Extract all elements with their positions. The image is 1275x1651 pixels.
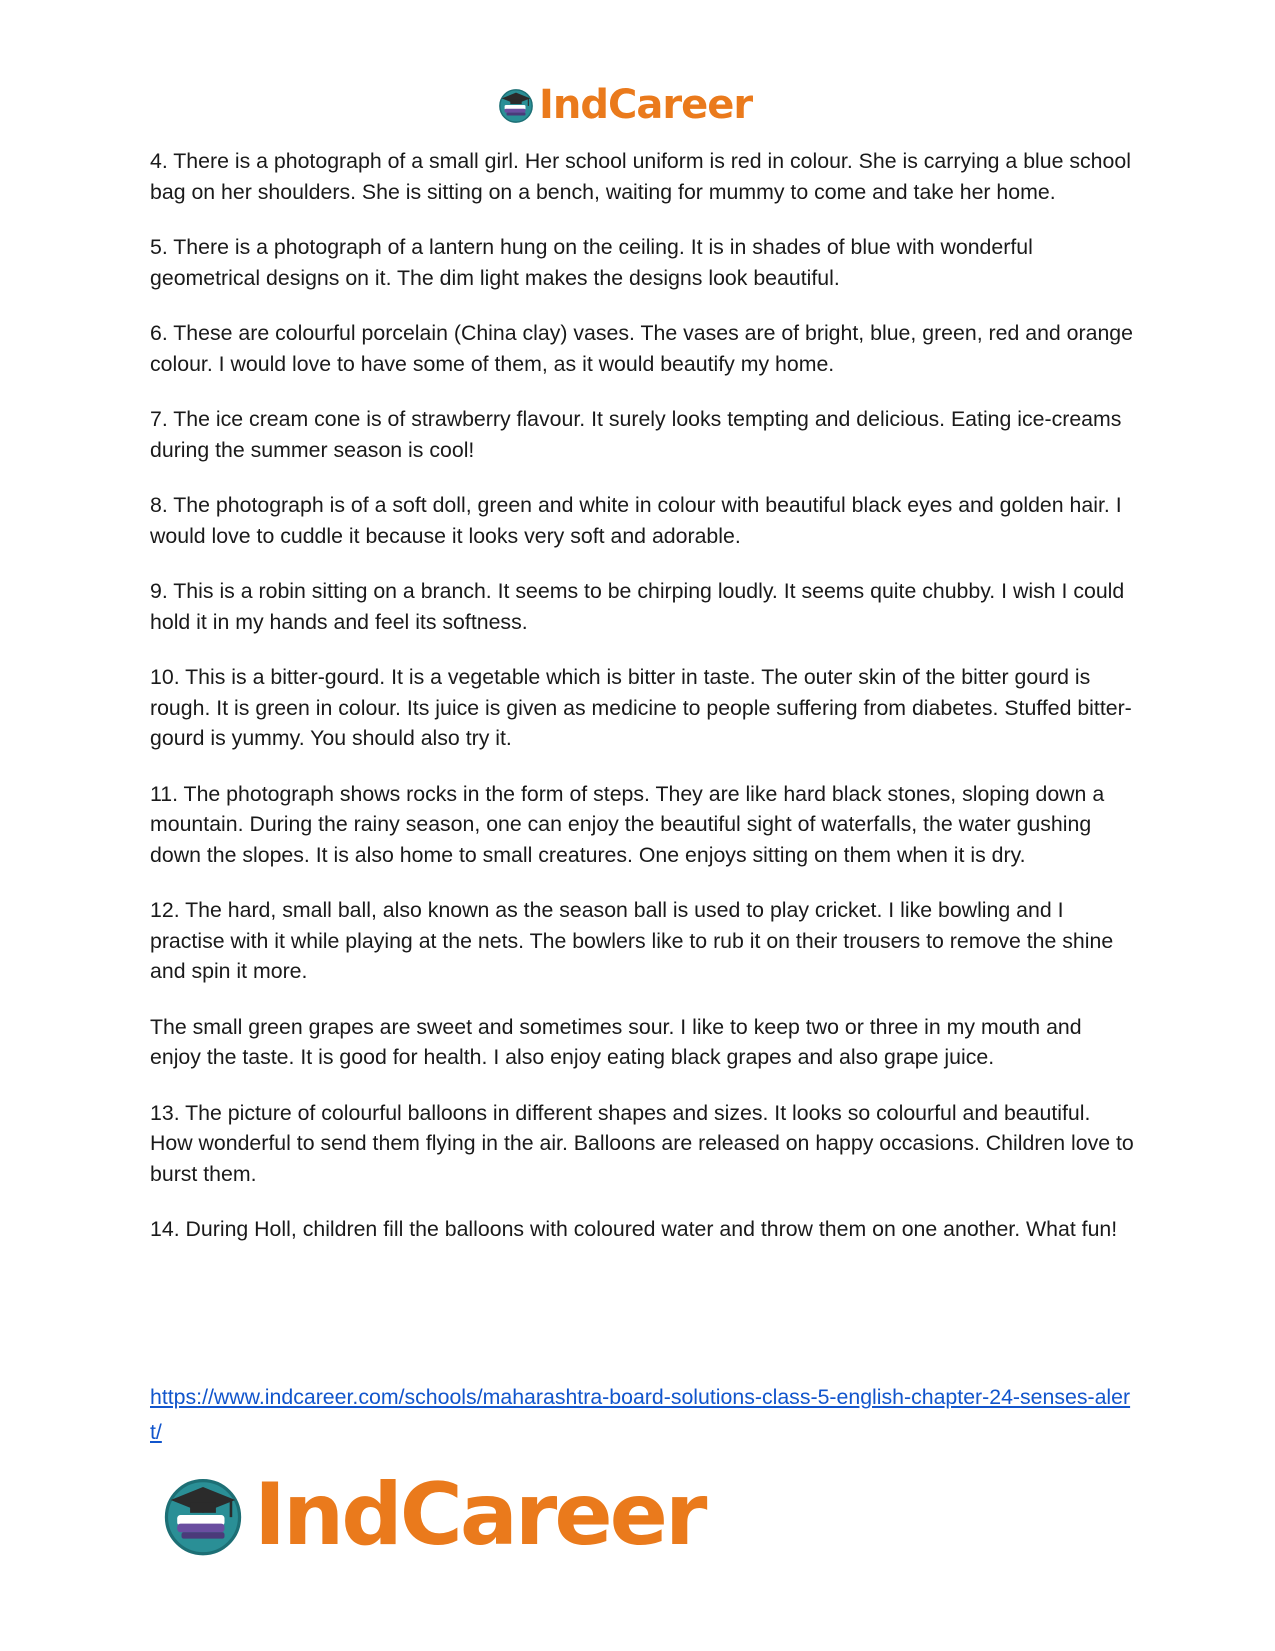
footer-logo-text: IndCareer — [254, 1465, 705, 1565]
paragraph-item-8: 8. The photograph is of a soft doll, green and white in colour with beautiful black eyes and golden hair. I would love to cuddle it because it looks very soft and adorable. — [150, 493, 1122, 548]
header-logo-text: IndCareer — [539, 82, 753, 128]
article-body — [150, 146, 1135, 1270]
paragraph-item-9: 9. This is a robin sitting on a branch. It seems to be chirping loudly. It seems quite chubby. I wish I could hold it in my hands and feel its softness. — [150, 579, 1125, 634]
paragraph-item-11: 11. The photograph shows rocks in the form of steps. They are like hard black stones, sloping down a mountain. During the rainy season, one can enjoy the beautiful sight of waterfalls, the water gushing down the slopes. It is also home to small creatures. One enjoys sitting on them when it is dry. — [150, 781, 1105, 867]
paragraph-item-6: 6. These are colourful porcelain (China clay) vases. The vases are of bright, blue, green, red and orange colour. I would love to have some of them, as it would beautify my home. — [150, 321, 1133, 376]
paragraph-item-14: 14. During Holl, children fill the balloons with coloured water and throw them on one another. What fun! — [150, 1217, 1118, 1241]
paragraph-grapes: The small green grapes are sweet and sometimes sour. I like to keep two or three in my mouth and enjoy the taste. It is good for health. I also enjoy eating black grapes and also grape juice. — [150, 1014, 1082, 1069]
header-logo — [497, 80, 777, 130]
paragraph-item-13: 13. The picture of colourful balloons in different shapes and sizes. It looks so colourful and beautiful. How wonderful to send them flying in the air. Balloons are released on happy occasions. Children love to burst them. — [150, 1100, 1134, 1186]
source-link[interactable]: https://www.indcareer.com/schools/maharashtra-board-solutions-class-5-english-chapter-24-senses-alert/ — [150, 1385, 1131, 1444]
graduation-cap-book-globe-icon — [160, 1472, 246, 1558]
footer-logo — [160, 1465, 720, 1565]
paragraph-item-4: 4. There is a photograph of a small girl. Her school uniform is red in colour. She is carrying a blue school bag on her shoulders. She is sitting on a bench, waiting for mummy to come and take her home. — [150, 149, 1131, 204]
paragraph-item-5: 5. There is a photograph of a lantern hung on the ceiling. It is in shades of blue with wonderful geometrical designs on it. The dim light makes the designs look beautiful. — [150, 235, 1033, 290]
paragraph-item-12: 12. The hard, small ball, also known as the season ball is used to play cricket. I like bowling and I practise with it while playing at the nets. The bowlers like to rub it on their trousers to remove the shine and spin it more. — [150, 898, 1114, 983]
paragraph-item-10: 10. This is a bitter-gourd. It is a vegetable which is bitter in taste. The outer skin of the bitter gourd is rough. It is green in colour. Its juice is given as medicine to people suffering from diabetes. Stuffed bitter-gourd is yummy. You should also try it. — [150, 665, 1132, 750]
paragraph-item-7: 7. The ice cream cone is of strawberry flavour. It surely looks tempting and delicious. Eating ice-creams during the summer season is cool! — [150, 407, 1122, 462]
graduation-cap-book-globe-icon — [497, 86, 535, 124]
